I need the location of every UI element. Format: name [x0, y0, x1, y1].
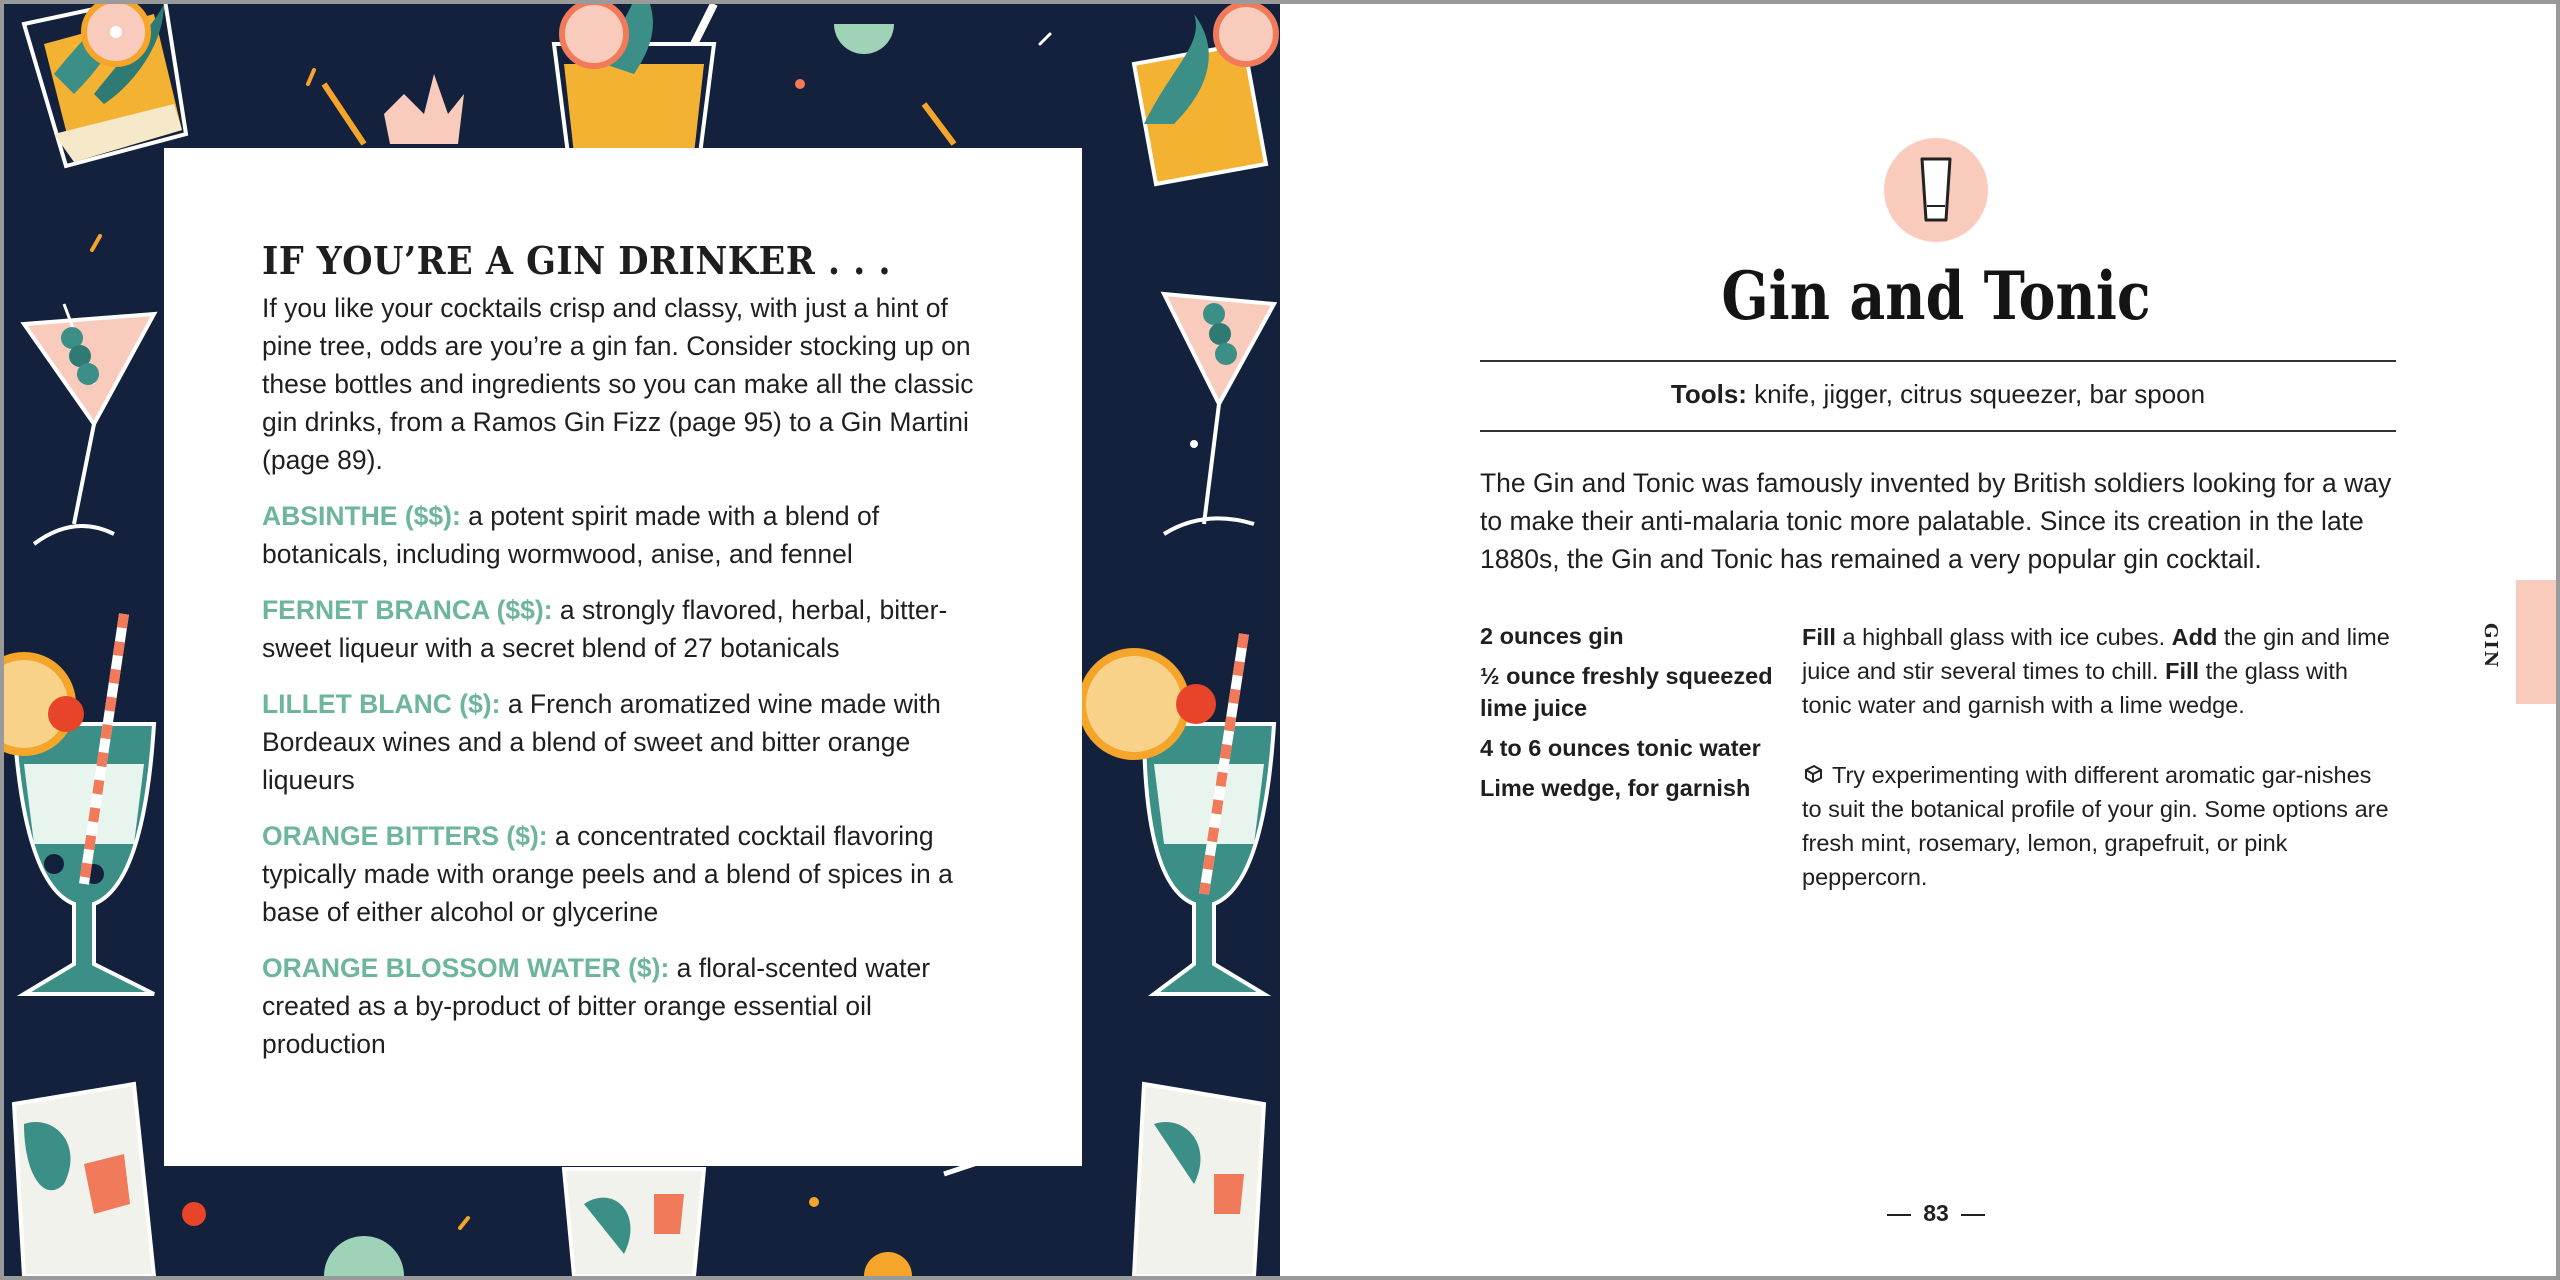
- left-page: [4, 4, 1280, 1276]
- tools-bottom-rule: [1480, 430, 2396, 432]
- tip-text: Try experimenting with different aromatic gar-nishes to suit the botanical profile of your gin. Some options are fresh mint, rosemary, lemon, grapefruit, or pink peppercorn.: [1802, 762, 2389, 890]
- section-tab-label: GIN: [2480, 623, 2501, 670]
- entry-term: ORANGE BLOSSOM WATER ($):: [262, 953, 670, 983]
- entry-orange-bitters: [262, 817, 984, 931]
- method-text: the gin and lime juice and stir several times to chill.: [1802, 624, 2390, 684]
- tools-top-rule: [1480, 360, 2396, 362]
- card-intro: If you like your cocktails crisp and classy, with just a hint of pine tree, odds are you’re a gin fan. Consider stocking up on these bottles and ingredients so you can make all the classic gin drinks, from a Ramos Gin Fizz (page 95) to a Gin Martini (page 89).: [262, 293, 974, 475]
- ingredient-item: 2 ounces gin: [1480, 623, 1624, 649]
- gin-drinker-card: [164, 148, 1082, 1166]
- entry-term: ABSINTHE ($$):: [262, 501, 461, 531]
- card-heading: IF YOU’RE A GIN DRINKER . . .: [262, 238, 892, 283]
- method-verb: Fill: [2165, 658, 2200, 684]
- tools-label: Tools:: [1670, 379, 1747, 409]
- entry-lillet-blanc: [262, 685, 984, 799]
- entry-text: a potent spirit made with a blend of botanicals, including wormwood, anise, and fennel: [262, 501, 880, 569]
- ingredient-list: [1480, 620, 1780, 812]
- page-number-dash: [1961, 1214, 1985, 1216]
- entry-text: a floral-scented water created as a by-product of bitter orange essential oil production: [262, 953, 931, 1059]
- entry-fernet-branca: [262, 591, 984, 667]
- recipe-title: Gin and Tonic: [1721, 257, 2151, 335]
- ice-cube-icon: [1802, 763, 1824, 785]
- ingredient-item: ½ ounce freshly squeezed lime juice: [1480, 663, 1773, 721]
- tools-value: knife, jigger, citrus squeezer, bar spoon: [1746, 379, 2206, 409]
- page-number: [1840, 1196, 2032, 1230]
- entry-text: a strongly flavored, herbal, bitter-sweet liqueur with a secret blend of 27 botanicals: [262, 595, 948, 663]
- entry-orange-blossom-water: [262, 949, 984, 1063]
- ingredient-item: 4 to 6 ounces tonic water: [1480, 735, 1761, 761]
- section-tab: [2516, 580, 2556, 704]
- highball-glass-icon: [1916, 156, 1956, 224]
- page-number-value: 83: [1923, 1200, 1949, 1226]
- ingredient-item: Lime wedge, for garnish: [1480, 775, 1751, 801]
- entry-term: LILLET BLANC ($):: [262, 689, 501, 719]
- page-number-dash: [1887, 1214, 1911, 1216]
- entry-text: a concentrated cocktail flavoring typically made with orange peels and a blend of spices in a base of either alcohol or glycerine: [262, 821, 953, 927]
- recipe-description: The Gin and Tonic was famously invented by British soldiers looking for a way to make their anti-malaria tonic more palatable. Since its creation in the late 1880s, the Gin and Tonic has remained a very popular gin cocktail.: [1480, 468, 2392, 574]
- recipe-tip: [1802, 758, 2396, 894]
- entry-term: FERNET BRANCA ($$):: [262, 595, 553, 625]
- method-steps: [1802, 620, 2396, 722]
- method-verb: Add: [2171, 624, 2218, 650]
- entry-term: ORANGE BITTERS ($):: [262, 821, 548, 851]
- method-column: [1802, 620, 2396, 894]
- entry-text: a French aromatized wine made with Bordeaux wines and a blend of sweet and bitter orange liqueurs: [262, 689, 941, 795]
- method-verb: Fill: [1802, 624, 1836, 650]
- glass-badge: [1884, 138, 1988, 242]
- method-text: a highball glass with ice cubes.: [1835, 624, 2172, 650]
- method-text: the glass with tonic water and garnish with a lime wedge.: [1802, 658, 2348, 718]
- entry-absinthe: [262, 497, 984, 573]
- book-spread: [4, 4, 2556, 1276]
- right-page: [1280, 4, 2556, 1276]
- tools-line: [1480, 376, 2396, 412]
